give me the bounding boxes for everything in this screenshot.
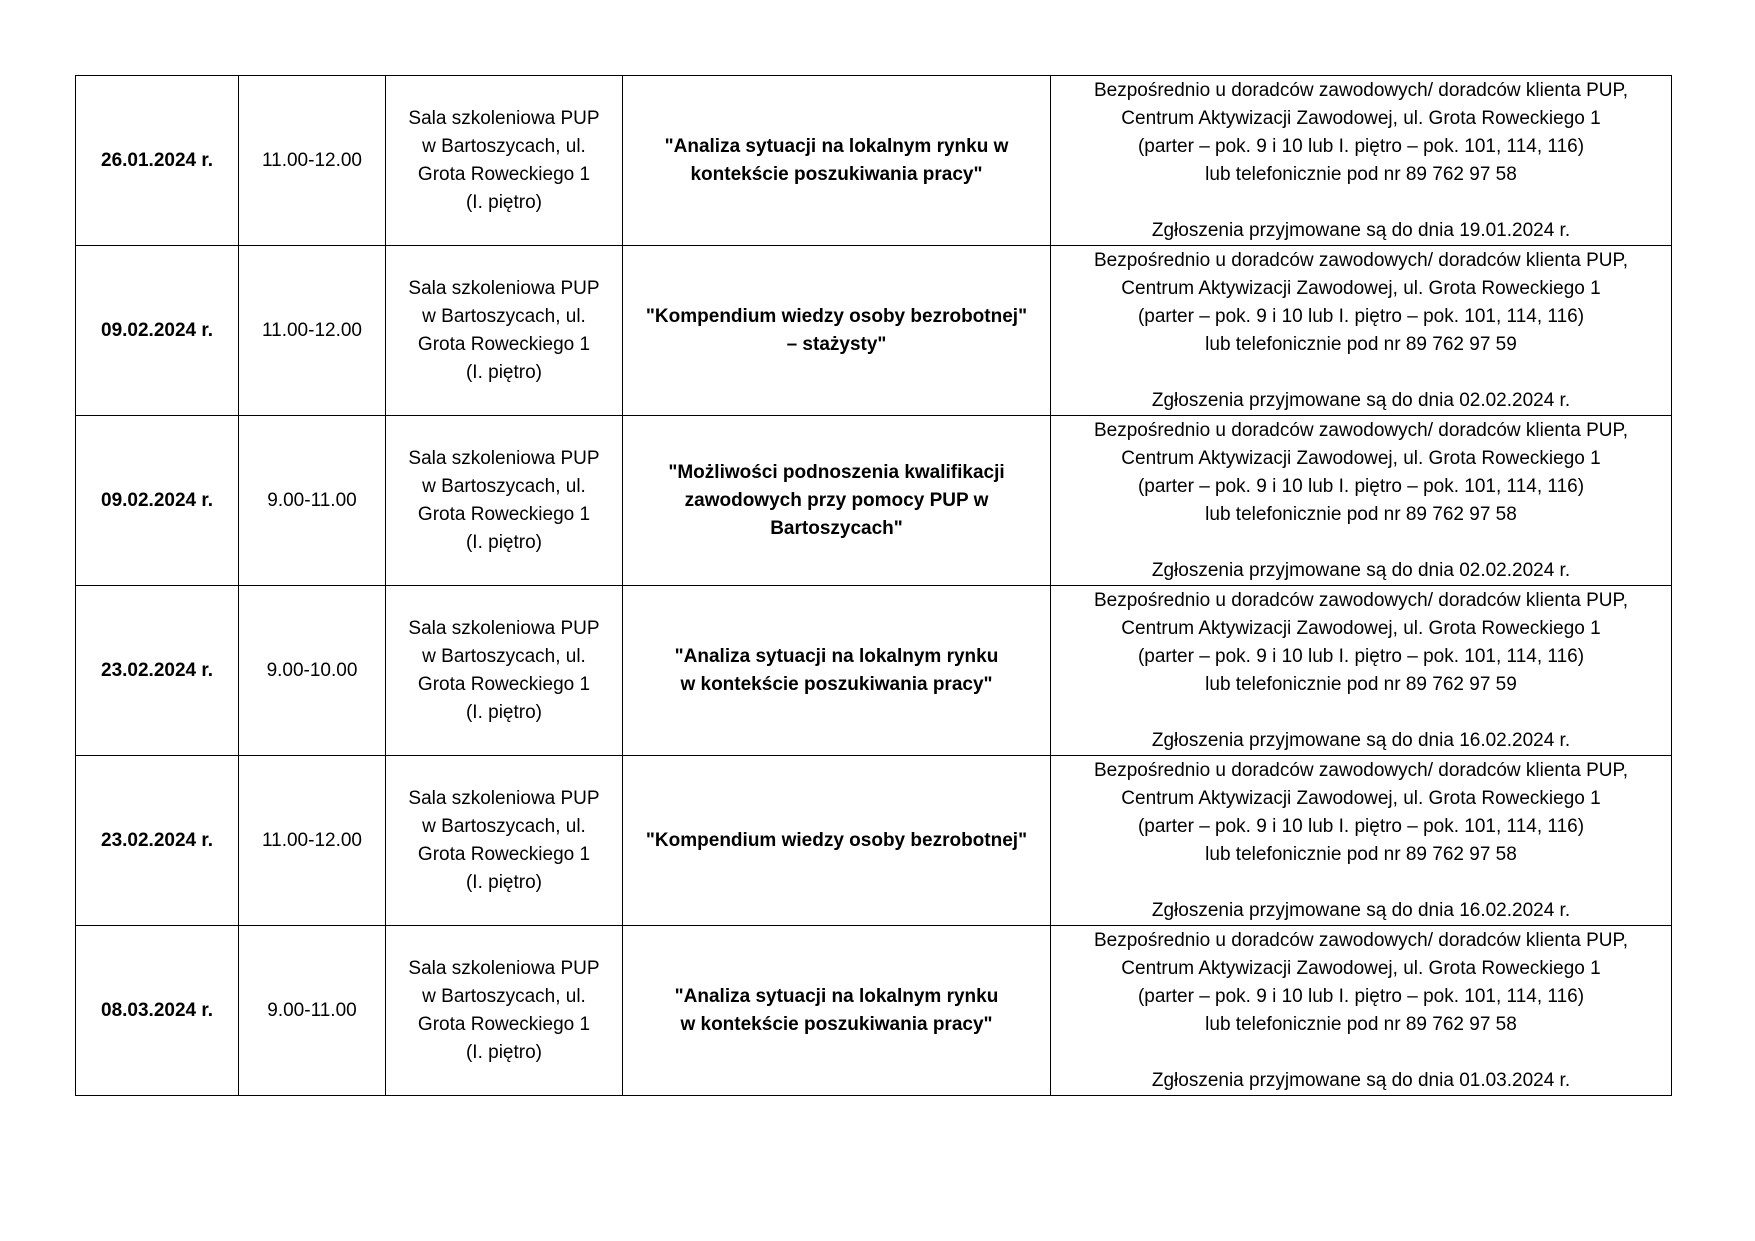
topic-cell: [623, 246, 1051, 416]
place-cell: [386, 76, 623, 246]
place-line: Grota Roweckiego 1: [417, 333, 591, 355]
date-cell: 08.03.2024 r.: [76, 926, 239, 1096]
contact-line: lub telefonicznie pod nr 89 762 97 58: [1205, 504, 1517, 525]
place-line: w Bartoszycach, ul.: [422, 475, 586, 497]
date-cell: 26.01.2024 r.: [76, 76, 239, 246]
place-line: Grota Roweckiego 1: [417, 843, 591, 865]
contact-line: Centrum Aktywizacji Zawodowej, ul. Grota Roweckiego 1: [1121, 448, 1601, 469]
contact-line: Centrum Aktywizacji Zawodowej, ul. Grota Roweckiego 1: [1121, 108, 1601, 129]
contact-line: lub telefonicznie pod nr 89 762 97 59: [1205, 674, 1517, 695]
contact-line: (parter – pok. 9 i 10 lub I. piętro – pok. 101, 114, 116): [1137, 646, 1585, 667]
topic-line: "Analiza sytuacji na lokalnym rynku: [674, 645, 999, 667]
topic-cell: [623, 416, 1051, 586]
spacer: [1051, 1039, 1671, 1067]
place-line: (I. piętro): [465, 531, 543, 553]
spacer: [1051, 529, 1671, 557]
place-line: (I. piętro): [465, 1041, 543, 1063]
contact-line: Bezpośrednio u doradców zawodowych/ doradców klienta PUP,: [1093, 80, 1629, 101]
contact-line: Bezpośrednio u doradców zawodowych/ doradców klienta PUP,: [1093, 250, 1629, 271]
topic-cell: [623, 76, 1051, 246]
table-row: [76, 76, 1672, 246]
spacer: [1051, 699, 1671, 727]
deadline-line: Zgłoszenia przyjmowane są do dnia 01.03.2024 r.: [1151, 1070, 1571, 1091]
spacer: [1051, 869, 1671, 897]
topic-cell: [623, 586, 1051, 756]
place-line: Sala szkoleniowa PUP: [408, 617, 600, 639]
time-cell: 9.00-11.00: [239, 416, 386, 586]
table-row: [76, 926, 1672, 1096]
contact-line: Centrum Aktywizacji Zawodowej, ul. Grota Roweckiego 1: [1121, 958, 1601, 979]
place-line: Sala szkoleniowa PUP: [408, 787, 600, 809]
table-row: [76, 586, 1672, 756]
table-row: [76, 246, 1672, 416]
deadline-line: Zgłoszenia przyjmowane są do dnia 02.02.2024 r.: [1151, 390, 1571, 411]
time-cell: 9.00-11.00: [239, 926, 386, 1096]
contact-line: Centrum Aktywizacji Zawodowej, ul. Grota Roweckiego 1: [1121, 278, 1601, 299]
deadline-line: Zgłoszenia przyjmowane są do dnia 16.02.2024 r.: [1151, 900, 1571, 921]
contact-line: lub telefonicznie pod nr 89 762 97 58: [1205, 844, 1517, 865]
spacer: [1051, 189, 1671, 217]
contact-cell: [1051, 76, 1672, 246]
topic-line: "Możliwości podnoszenia kwalifikacji: [668, 461, 1005, 483]
contact-cell: [1051, 586, 1672, 756]
time-cell: 9.00-10.00: [239, 586, 386, 756]
topic-line: Bartoszycach": [770, 517, 903, 539]
place-line: (I. piętro): [465, 701, 543, 723]
topic-line: "Analiza sytuacji na lokalnym rynku w: [664, 135, 1009, 157]
place-line: (I. piętro): [465, 191, 543, 213]
topic-line: w kontekście poszukiwania pracy": [680, 1013, 993, 1035]
contact-line: lub telefonicznie pod nr 89 762 97 59: [1205, 334, 1517, 355]
contact-line: lub telefonicznie pod nr 89 762 97 58: [1205, 1014, 1517, 1035]
place-line: Sala szkoleniowa PUP: [408, 447, 600, 469]
place-line: w Bartoszycach, ul.: [422, 135, 586, 157]
place-line: Grota Roweckiego 1: [417, 673, 591, 695]
place-line: Grota Roweckiego 1: [417, 503, 591, 525]
contact-line: Bezpośrednio u doradców zawodowych/ doradców klienta PUP,: [1093, 930, 1629, 951]
schedule-table: [75, 75, 1672, 1096]
place-cell: [386, 926, 623, 1096]
time-cell: 11.00-12.00: [239, 246, 386, 416]
place-cell: [386, 246, 623, 416]
contact-line: lub telefonicznie pod nr 89 762 97 58: [1205, 164, 1517, 185]
topic-line: "Kompendium wiedzy osoby bezrobotnej": [645, 829, 1028, 851]
deadline-line: Zgłoszenia przyjmowane są do dnia 02.02.2024 r.: [1151, 560, 1571, 581]
contact-line: Centrum Aktywizacji Zawodowej, ul. Grota Roweckiego 1: [1121, 788, 1601, 809]
date-cell: 23.02.2024 r.: [76, 586, 239, 756]
schedule-body: [76, 76, 1672, 1096]
place-line: (I. piętro): [465, 361, 543, 383]
contact-line: Bezpośrednio u doradców zawodowych/ doradców klienta PUP,: [1093, 760, 1629, 781]
place-line: Sala szkoleniowa PUP: [408, 277, 600, 299]
contact-cell: [1051, 926, 1672, 1096]
place-line: (I. piętro): [465, 871, 543, 893]
contact-line: Bezpośrednio u doradców zawodowych/ doradców klienta PUP,: [1093, 420, 1629, 441]
topic-line: "Analiza sytuacji na lokalnym rynku: [674, 985, 999, 1007]
place-line: Sala szkoleniowa PUP: [408, 107, 600, 129]
topic-line: "Kompendium wiedzy osoby bezrobotnej": [645, 305, 1028, 327]
topic-line: w kontekście poszukiwania pracy": [680, 673, 993, 695]
place-line: w Bartoszycach, ul.: [422, 305, 586, 327]
place-cell: [386, 586, 623, 756]
topic-cell: [623, 926, 1051, 1096]
contact-cell: [1051, 756, 1672, 926]
deadline-line: Zgłoszenia przyjmowane są do dnia 16.02.2024 r.: [1151, 730, 1571, 751]
place-cell: [386, 756, 623, 926]
place-line: w Bartoszycach, ul.: [422, 645, 586, 667]
table-row: [76, 756, 1672, 926]
topic-line: – stażysty": [786, 333, 887, 355]
table-row: [76, 416, 1672, 586]
time-cell: 11.00-12.00: [239, 756, 386, 926]
place-line: w Bartoszycach, ul.: [422, 985, 586, 1007]
place-line: Sala szkoleniowa PUP: [408, 957, 600, 979]
contact-line: (parter – pok. 9 i 10 lub I. piętro – pok. 101, 114, 116): [1137, 476, 1585, 497]
contact-cell: [1051, 416, 1672, 586]
contact-cell: [1051, 246, 1672, 416]
date-cell: 23.02.2024 r.: [76, 756, 239, 926]
topic-line: zawodowych przy pomocy PUP w: [684, 489, 989, 511]
contact-line: Centrum Aktywizacji Zawodowej, ul. Grota Roweckiego 1: [1121, 618, 1601, 639]
date-cell: 09.02.2024 r.: [76, 416, 239, 586]
date-cell: 09.02.2024 r.: [76, 246, 239, 416]
contact-line: (parter – pok. 9 i 10 lub I. piętro – pok. 101, 114, 116): [1137, 986, 1585, 1007]
topic-line: kontekście poszukiwania pracy": [690, 163, 983, 185]
contact-line: (parter – pok. 9 i 10 lub I. piętro – pok. 101, 114, 116): [1137, 306, 1585, 327]
place-cell: [386, 416, 623, 586]
place-line: w Bartoszycach, ul.: [422, 815, 586, 837]
topic-cell: [623, 756, 1051, 926]
contact-line: (parter – pok. 9 i 10 lub I. piętro – pok. 101, 114, 116): [1137, 136, 1585, 157]
place-line: Grota Roweckiego 1: [417, 163, 591, 185]
spacer: [1051, 359, 1671, 387]
deadline-line: Zgłoszenia przyjmowane są do dnia 19.01.2024 r.: [1151, 220, 1571, 241]
contact-line: Bezpośrednio u doradców zawodowych/ doradców klienta PUP,: [1093, 590, 1629, 611]
time-cell: 11.00-12.00: [239, 76, 386, 246]
contact-line: (parter – pok. 9 i 10 lub I. piętro – pok. 101, 114, 116): [1137, 816, 1585, 837]
place-line: Grota Roweckiego 1: [417, 1013, 591, 1035]
